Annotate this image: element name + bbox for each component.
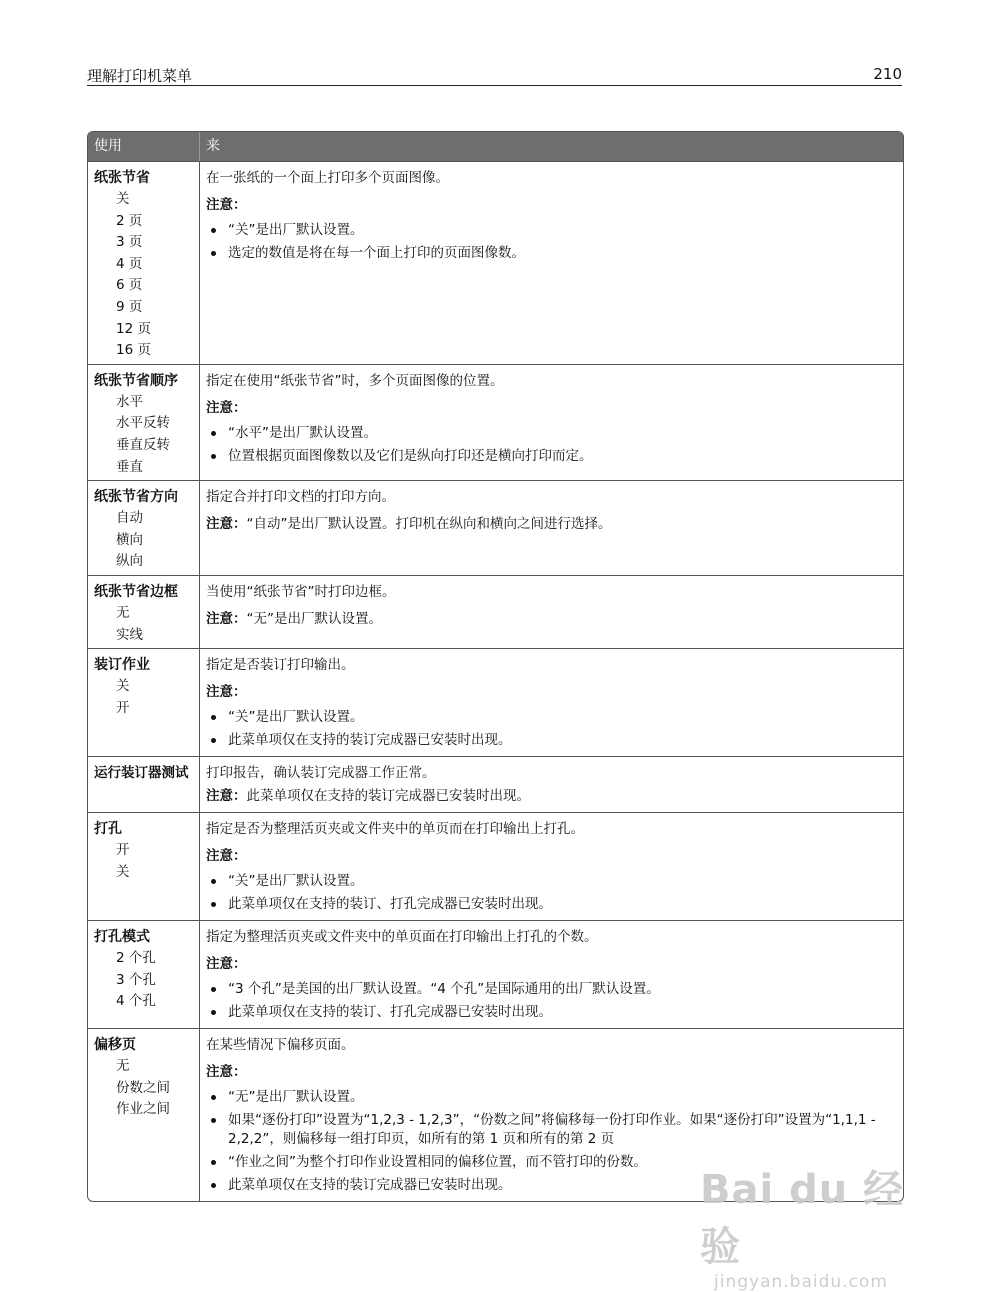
note-bullet: “3 个孔”是美国的出厂默认设置。“4 个孔”是国际通用的出厂默认设置。: [206, 980, 893, 999]
note-bullet: “关”是出厂默认设置。: [206, 872, 893, 891]
menu-item-name: 纸张节省顺序: [94, 372, 178, 389]
menu-option: 3 页: [116, 234, 143, 251]
note-text: “自动”是出厂默认设置。打印机在纵向和横向之间进行选择。: [246, 516, 612, 533]
description-cell: [200, 481, 903, 575]
menu-option: 垂直反转: [116, 436, 170, 453]
header-to: 来: [206, 138, 220, 154]
note-list: [206, 980, 893, 1022]
description: 当使用“纸张节省”时打印边框。: [206, 583, 396, 600]
table-row: [88, 648, 903, 756]
table-row: [88, 161, 903, 364]
menu-option: 自动: [116, 510, 143, 527]
table-row: [88, 480, 903, 575]
menu-cell: [88, 576, 200, 648]
note-text: “无”是出厂默认设置。: [246, 610, 382, 627]
description-cell: [200, 576, 903, 648]
note-bullet: 此菜单项仅在支持的装订、打孔完成器已安装时出现。: [206, 895, 893, 914]
menu-option: 6 页: [116, 277, 143, 294]
description: 指定是否为整理活页夹或文件夹中的单页而在打印输出上打孔。: [206, 821, 584, 838]
note-heading: [206, 954, 893, 974]
table-row: [88, 920, 903, 1028]
menu-option: 作业之间: [116, 1101, 170, 1118]
menu-option: 2 页: [116, 212, 143, 229]
menu-option: 垂直: [116, 458, 143, 475]
menu-option: 实线: [116, 626, 143, 643]
description-cell: [200, 813, 903, 920]
menu-item-name: 偏移页: [94, 1037, 136, 1054]
note-bullet: “无”是出厂默认设置。: [206, 1088, 893, 1107]
description-cell: [200, 162, 903, 364]
description: 打印报告，确认装订完成器工作正常。: [206, 765, 436, 782]
menu-option: 纵向: [116, 553, 143, 570]
menu-item-name: 装订作业: [94, 657, 150, 674]
menu-item-name: 打孔: [94, 821, 122, 838]
menu-option: 无: [116, 1058, 130, 1075]
description: 指定在使用“纸张节省”时，多个页面图像的位置。: [206, 372, 504, 389]
menu-item-name: 运行装订器测试: [94, 765, 189, 782]
note-label: 注意：: [206, 848, 247, 865]
menu-option: 水平反转: [116, 415, 170, 432]
menu-item-name: 打孔模式: [94, 929, 150, 946]
menu-option: 横向: [116, 531, 143, 548]
note-bullet: “水平”是出厂默认设置。: [206, 424, 893, 443]
menu-option: 关: [116, 678, 130, 695]
note-heading: [206, 846, 893, 866]
description: 指定合并打印文档的打印方向。: [206, 489, 395, 506]
note-bullet: 如果“逐份打印”设置为“1,2,3 - 1,2,3”，“份数之间”将偏移每一份打印作业。如果“逐份打印”设置为“1,1,1 - 2,2,2”，则偏移每一组打印页，如所有的第 1 页和所有的第 2 页: [206, 1111, 893, 1149]
menu-cell: [88, 757, 200, 812]
note-heading: [206, 195, 893, 215]
menu-option: 9 页: [116, 298, 143, 315]
description: 指定是否装订打印输出。: [206, 657, 355, 674]
menu-cell: [88, 813, 200, 920]
menu-item-name: 纸张节省边框: [94, 583, 178, 600]
menu-cell: [88, 481, 200, 575]
note-heading: [206, 398, 893, 418]
page-number: 210: [873, 65, 902, 83]
note-label: 注意：: [206, 788, 247, 805]
note: [206, 609, 893, 629]
menu-option: 3 个孔: [116, 971, 156, 988]
menu-option: 4 个孔: [116, 993, 156, 1010]
menu-option: 开: [116, 699, 130, 716]
menu-option: 关: [116, 191, 130, 207]
note-bullet: “作业之间”为整个打印作业设置相同的偏移位置，而不管打印的份数。: [206, 1153, 893, 1172]
note-text: 此菜单项仅在支持的装订完成器已安装时出现。: [246, 788, 530, 805]
note-bullet: 位置根据页面图像数以及它们是纵向打印还是横向打印而定。: [206, 447, 893, 466]
note-label: 注意：: [206, 516, 247, 533]
menu-option: 12 页: [116, 320, 151, 337]
header-use: 使用: [88, 132, 200, 161]
description-cell: [200, 757, 903, 812]
watermark-url: jingyan.baidu.com: [714, 1272, 888, 1292]
menu-option: 无: [116, 604, 130, 621]
description: 在某些情况下偏移页面。: [206, 1037, 355, 1054]
menu-cell: [88, 365, 200, 480]
description-cell: [200, 649, 903, 756]
note-bullet: 此菜单项仅在支持的装订完成器已安装时出现。: [206, 1176, 893, 1195]
note-heading: [206, 682, 893, 702]
note: [206, 514, 893, 534]
description: 指定为整理活页夹或文件夹中的单页面在打印输出上打孔的个数。: [206, 929, 598, 946]
note-bullet: “关”是出厂默认设置。: [206, 221, 893, 240]
menu-option: 水平: [116, 393, 143, 410]
note-label: 注意：: [206, 610, 247, 627]
page-header: [87, 63, 902, 86]
menu-cell: [88, 921, 200, 1028]
table-header: [88, 132, 903, 161]
note: [206, 786, 893, 806]
table-row: [88, 812, 903, 920]
note-bullet: 此菜单项仅在支持的装订完成器已安装时出现。: [206, 731, 893, 750]
menu-option: 2 个孔: [116, 950, 156, 967]
note-label: 注意：: [206, 399, 247, 416]
watermark: [700, 1158, 930, 1292]
menu-option: 份数之间: [116, 1079, 170, 1096]
watermark-brand: Bai du 经验: [700, 1167, 905, 1270]
note-list: [206, 872, 893, 914]
menu-option: 开: [116, 842, 130, 859]
note-label: 注意：: [206, 956, 247, 973]
menu-item-name: 纸张节省: [94, 170, 150, 186]
menu-option: 4 页: [116, 255, 143, 272]
menu-option: 16 页: [116, 342, 151, 359]
note-bullet: 此菜单项仅在支持的装订、打孔完成器已安装时出现。: [206, 1003, 893, 1022]
note-heading: [206, 1062, 893, 1082]
note-list: [206, 221, 893, 263]
menu-option: 关: [116, 863, 130, 880]
note-label: 注意：: [206, 684, 247, 701]
description-cell: [200, 921, 903, 1028]
menu-cell: [88, 1029, 200, 1201]
description: 在一张纸的一个面上打印多个页面图像。: [206, 170, 449, 186]
menu-cell: [88, 649, 200, 756]
note-list: [206, 424, 893, 466]
note-label: 注意：: [206, 1064, 247, 1081]
table-row: [88, 575, 903, 648]
note-list: [206, 708, 893, 750]
section-title: 理解打印机菜单: [87, 67, 193, 85]
note-bullet: “关”是出厂默认设置。: [206, 708, 893, 727]
menu-table: [87, 131, 904, 1202]
note-label: 注意：: [206, 197, 247, 213]
description-cell: [200, 365, 903, 480]
table-row: [88, 364, 903, 480]
note-bullet: 选定的数值是将在每一个面上打印的页面图像数。: [206, 244, 893, 263]
menu-item-name: 纸张节省方向: [94, 489, 178, 506]
menu-cell: [88, 162, 200, 364]
table-row: [88, 756, 903, 812]
